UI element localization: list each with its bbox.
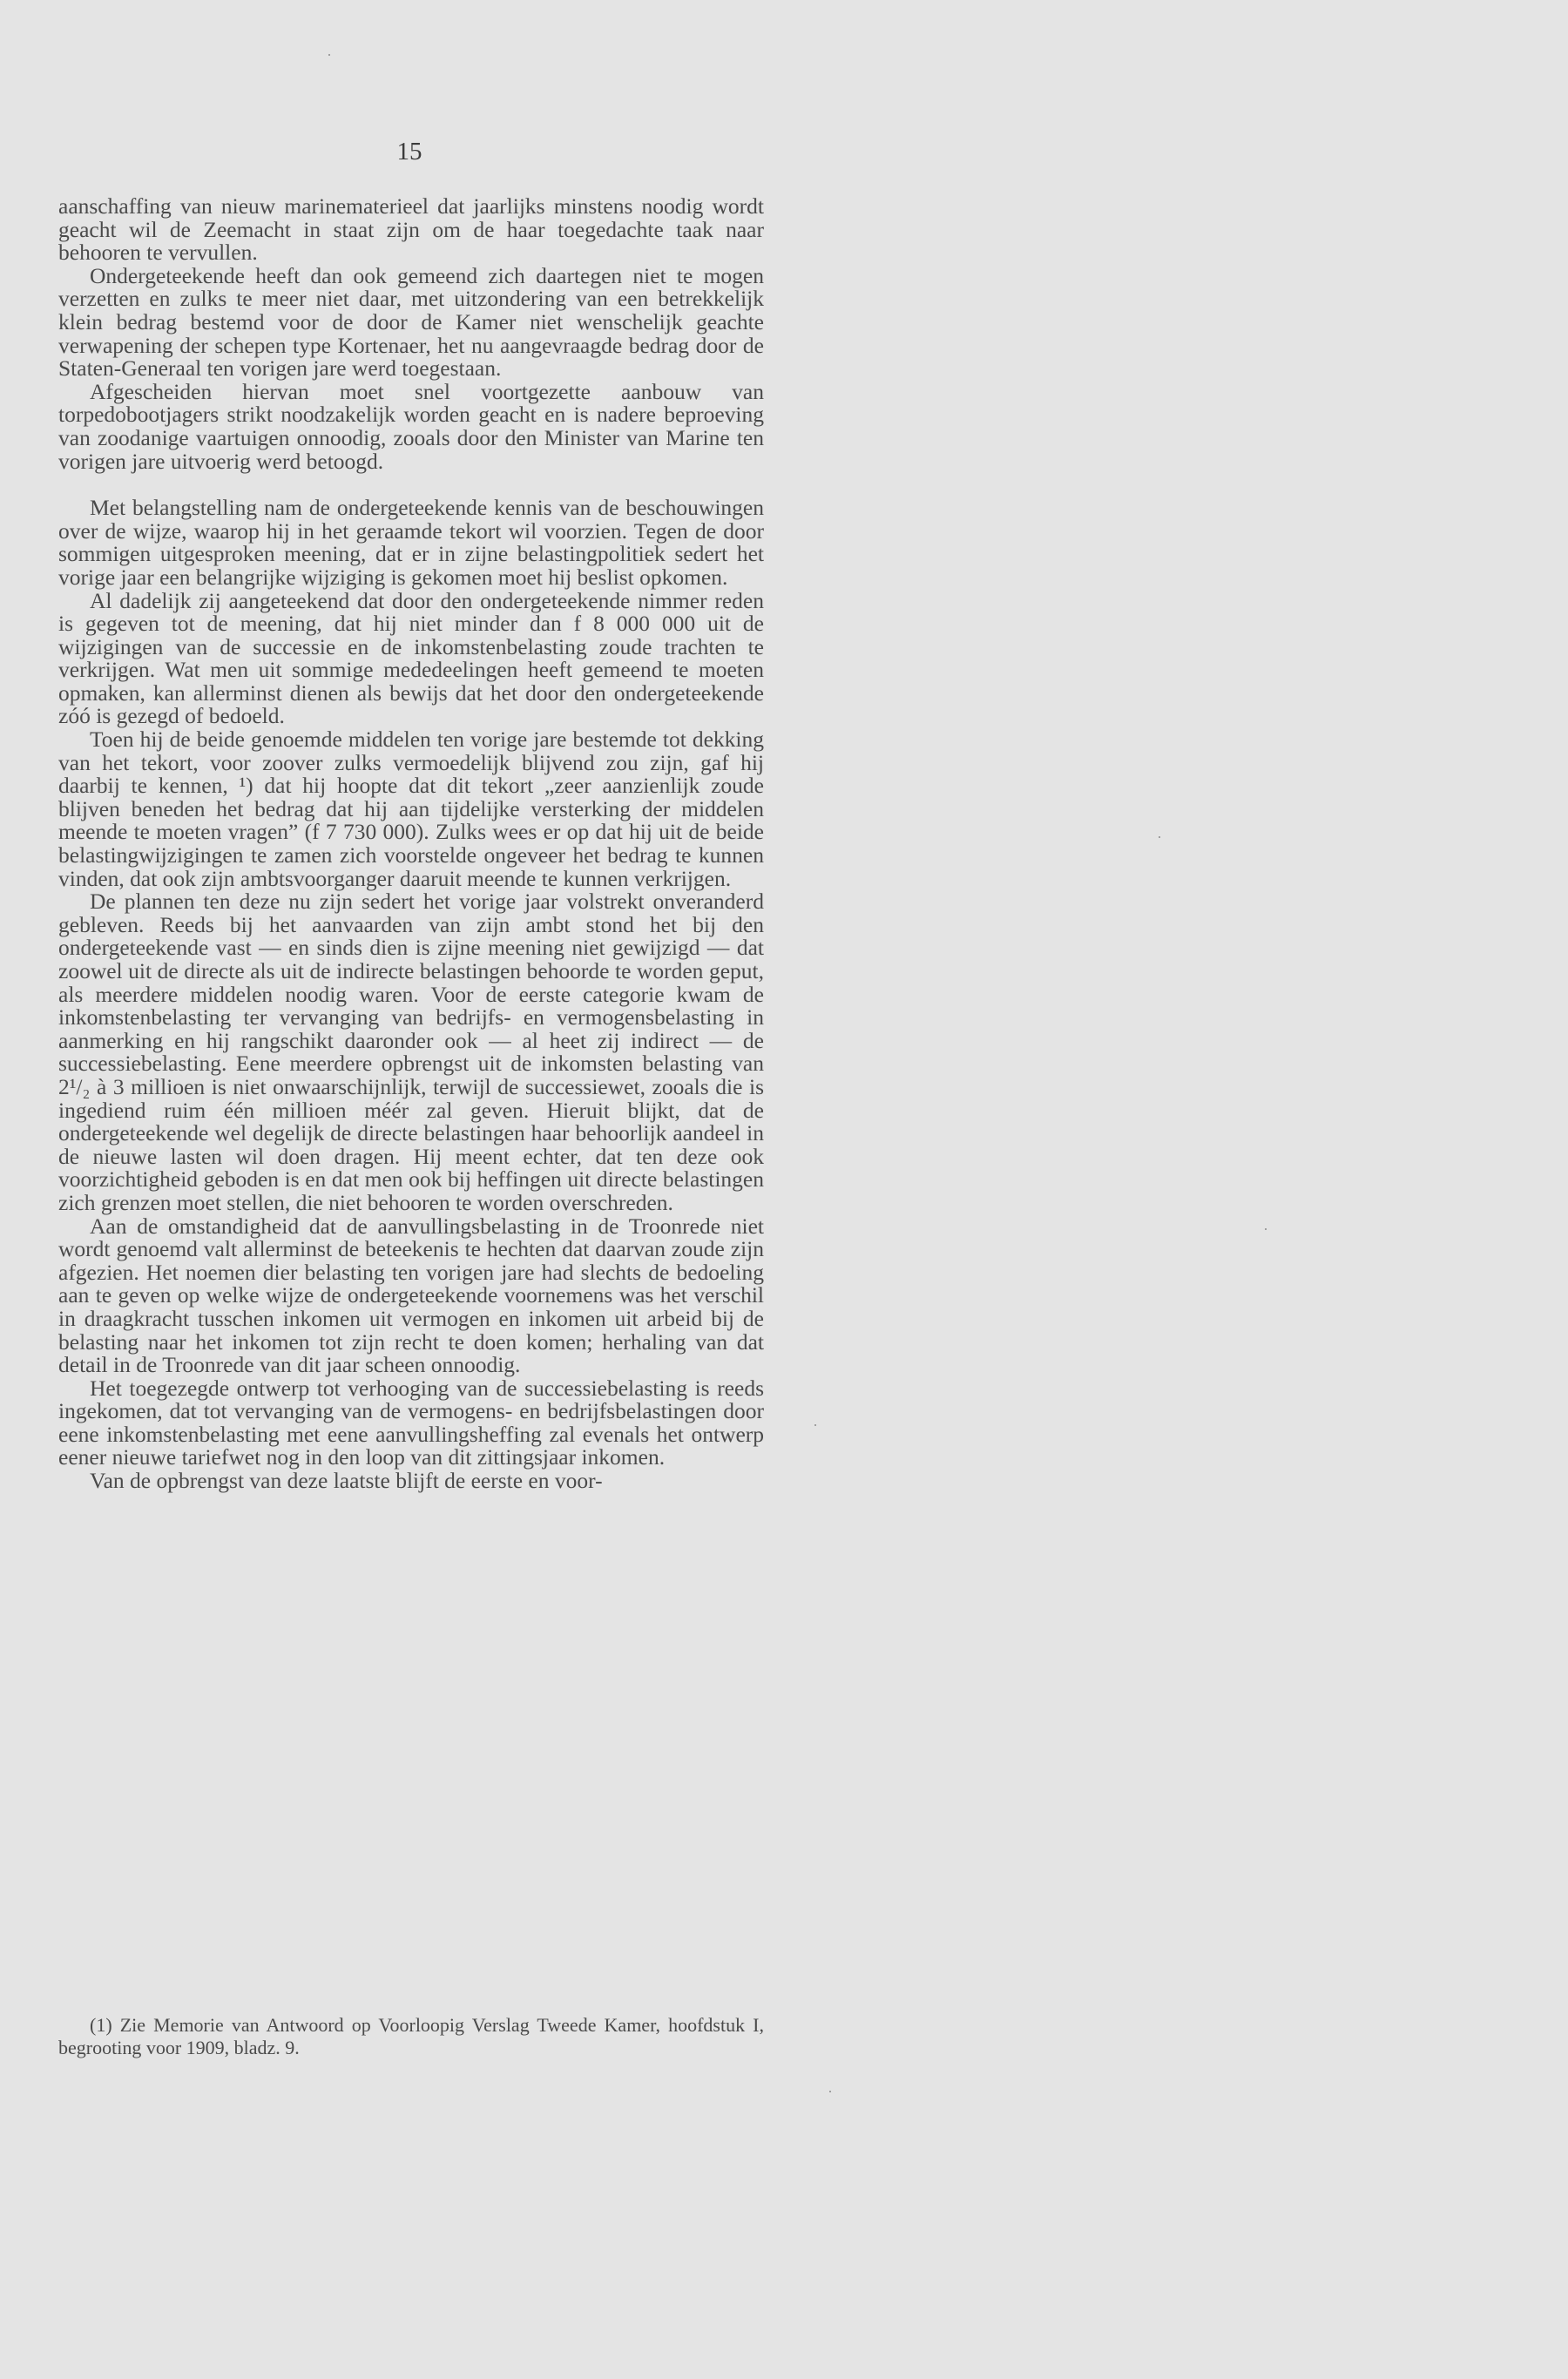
paragraph: Ondergeteekende heeft dan ook gemeend zich daartegen niet te mogen verzetten en zulks te meer niet daar, met uitzondering van een betrekkelijk klein bedrag bestemd voor de door de Kamer niet wenschelijk geachte verwapening der schepen type Kortenaer, het nu aangevraagde bedrag door de Staten-Generaal ten vorigen jare werd toegestaan. (58, 262, 764, 382)
section-gap (58, 473, 764, 497)
paragraph: Afgescheiden hiervan moet snel voortgezette aanbouw van torpedobootjagers strikt noodzakelijk worden geacht en is nadere beproeving van zoodanige vaartuigen onnoodig, zooals door den Minister van Marine ten vorigen jare uitvoerig werd betoogd. (58, 378, 764, 474)
paragraph: Het toegezegde ontwerp tot verhooging van de successiebelasting is reeds ingekomen, dat tot vervanging van de vermogens- en bedrijfsbelastingen door eene inkomstenbelasting met eene aanvullingsheffing zal evenals het ontwerp eener nieuwe tariefwet nog in den loop van dit zittingsjaar inkomen. (58, 1375, 764, 1470)
paragraph: Toen hij de beide genoemde middelen ten vorige jare bestemde tot dekking van het tekort, voor zoover zulks vermoedelijk blijvend zou zijn, gaf hij daarbij te kennen, ¹) dat hij hoopte dat dit tekort „zeer aanzienlijk zoude blijven beneden het bedrag dat hij aan tijdelijke versterking der middelen meende te moeten vragen” (f 7 730 000). Zulks wees er op dat hij uit de beide belastingwijzigingen te zamen zich voorstelde ongeveer het bedrag te kunnen vinden, dat ook zijn ambtsvoorganger daaruit meende te kunnen verkrijgen. (58, 727, 764, 891)
paragraph: Met belangstelling nam de ondergeteekende kennis van de beschouwingen over de wijze, waarop hij in het geraamde tekort wil voorzien. Tegen de door sommigen uitgesproken meening, dat er in zijne belastingpolitiek sedert het vorige jaar een belangrijke wijziging is gekomen moet hij beslist opkomen. (58, 495, 764, 590)
footnote-text: (1) Zie Memorie van Antwoord op Voorloopig Verslag Tweede Kamer, hoofdstuk I, begrooting voor 1909, bladz. 9. (58, 2014, 764, 2058)
paragraph: Van de opbrengst van deze laatste blijft de eerste en voor- (90, 1468, 603, 1494)
paragraph: aanschaffing van nieuw marinematerieel dat jaarlijks minstens noodig wordt geacht wil de Zeemacht in staat zijn om de haar toegedachte taak naar behooren te vervullen. (58, 193, 764, 266)
paragraph: Al dadelijk zij aangeteekend dat door den ondergeteekende nimmer reden is gegeven tot de meening, dat hij niet minder dan f 8 000 000 uit de wijzigingen van de successie en de inkomstenbelasting zoude trachten te verkrijgen. Wat men uit sommige mededeelingen heeft gemeend te moeten opmaken, kan allerminst dienen als bewijs dat het door den ondergeteekende zóó is gezegd of bedoeld. (58, 587, 764, 729)
footnote (58, 2014, 764, 2059)
paragraph: Aan de omstandigheid dat de aanvullingsbelasting in de Troonrede niet wordt genoemd valt allerminst de beteekenis te hechten dat daarvan zoude zijn afgezien. Het noemen dier belasting ten vorigen jare had slechts de bedoeling aan te geven op welke wijze de ondergeteekende voornemens was het verschil in draagkracht tusschen inkomen uit vermogen en inkomen uit arbeid bij de belasting naar het inkomen tot zijn recht te doen komen; herhaling van dat detail in de Troonrede van dit jaar scheen onnoodig. (58, 1213, 764, 1378)
body-text (58, 195, 764, 1493)
page-number: 15 (396, 138, 422, 166)
paragraph: De plannen ten deze nu zijn sedert het vorige jaar volstrekt onveranderd gebleven. Reeds bij het aanvaarden van zijn ambt stond het bij den ondergeteekende vast — en sinds dien is zijne meening niet gewijzigd — dat zoowel uit de directe als uit de indirecte belastingen behoorde te worden geput, als meerdere middelen noodig waren. Voor de eerste categorie kwam de inkomstenbelasting ter vervanging van bedrijfs- en vermogensbelasting in aanmerking en hij rangschikt daaronder ook — al heet zij indirect — de successiebelasting. Eene meerdere opbrengst uit de inkomsten belasting van 2¹/₂ à 3 millioen is niet onwaarschijnlijk, terwijl de successiewet, zooals die is ingediend ruim één millioen méér zal geven. Hieruit blijkt, dat de ondergeteekende wel degelijk de directe belastingen haar behoorlijk aandeel in de nieuwe lasten wil doen dragen. Hij meent echter, dat ten deze ook voorzichtigheid geboden is en dat men ook bij heffingen uit directe belastingen zich grenzen moet stellen, die niet behooren te worden overschreden. (58, 889, 764, 1215)
